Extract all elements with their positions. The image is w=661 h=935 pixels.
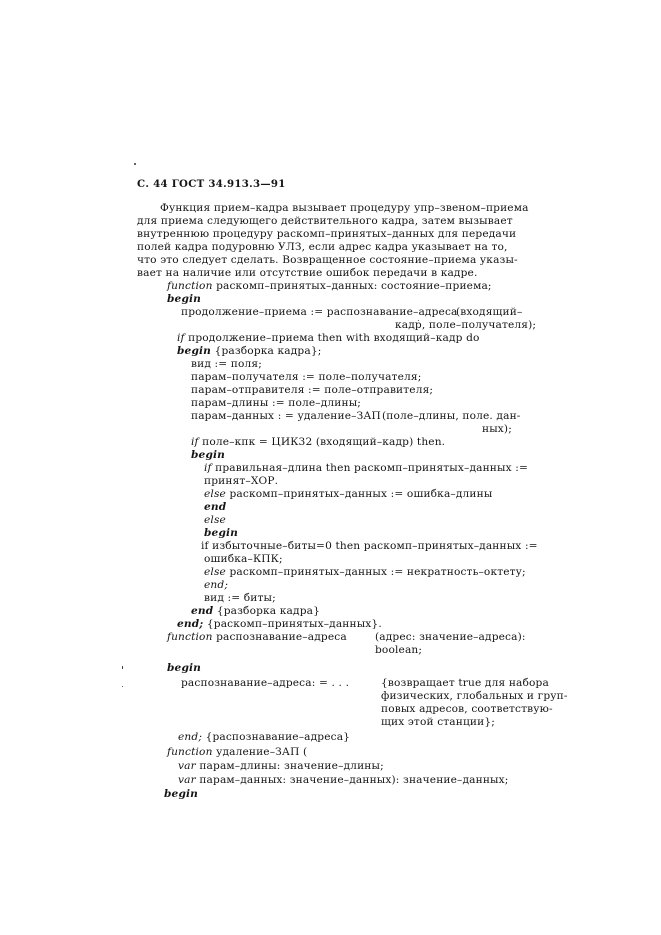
keyword: end;	[178, 731, 203, 743]
paragraph-line: для приема следующего действительного кадра, затем вызывает	[137, 215, 513, 227]
code-line	[191, 605, 320, 618]
code-line: вид := поля;	[191, 358, 262, 370]
code-line: вид := биты;	[204, 592, 276, 604]
code-line: (адрес: значение–адреса):	[375, 631, 526, 643]
code-line: (входящий–	[456, 306, 523, 318]
code-text: удаление–ЗАП (	[212, 746, 308, 758]
code-line: парам–получателя := поле–получателя;	[191, 371, 422, 383]
code-keyword-line: end;	[204, 579, 229, 591]
code-keyword-line: begin	[191, 449, 226, 461]
code-line	[204, 566, 526, 579]
keyword: end	[191, 605, 214, 617]
code-line: (поле–длины, поле. дан-	[382, 410, 521, 422]
keyword: else	[204, 488, 226, 500]
paragraph-line: полей кадра подуровню УЛЗ, если адрес кадра указывает на то,	[137, 241, 508, 253]
code-keyword-line: begin	[204, 527, 239, 539]
paragraph-line: внутреннюю процедуру раскомп–принятых–данных для передачи	[137, 228, 517, 240]
code-text: поле–кпк = ЦИК32 (входящий–кадр) then.	[198, 436, 446, 448]
code-line	[178, 774, 508, 787]
keyword: var	[178, 774, 196, 786]
code-text: парам–данных: значение–данных): значение–данных;	[195, 774, 509, 786]
code-keyword-line: end	[204, 501, 227, 513]
code-line: принят–ХОР.	[204, 475, 279, 487]
code-line: кадр, поле–получателя);	[395, 319, 537, 331]
keyword: else	[204, 566, 226, 578]
keyword: var	[178, 760, 196, 772]
code-line	[204, 462, 528, 475]
code-text: {разборка кадра}	[213, 605, 320, 617]
keyword: if	[204, 462, 212, 474]
code-line: {возвращает true для набора	[381, 677, 549, 689]
paragraph-line: что это следует сделать. Возвращенное состояние–приема указы-	[137, 254, 518, 266]
code-text: раскомп–принятых–данных: состояние–приема;	[212, 280, 492, 292]
keyword: begin	[177, 345, 212, 357]
code-line: распознавание–адреса: = . . .	[181, 677, 350, 689]
code-line: парам–длины := поле–длины;	[191, 397, 362, 409]
code-line	[177, 332, 480, 345]
code-line: продолжение–приема := распознавание–адреса	[181, 306, 458, 318]
code-text: парам–длины: значение–длины;	[195, 760, 384, 772]
keyword: end;	[177, 618, 204, 630]
code-line	[177, 345, 321, 358]
code-text: раскомп–принятых–данных := некратность–октету;	[225, 566, 526, 578]
code-line	[167, 746, 307, 759]
paragraph-line: Функция прием–кадра вызывает процедуру упр–звеном–приема	[160, 202, 529, 214]
page-header: С. 44 ГОСТ 34.913.3—91	[137, 178, 286, 190]
paragraph-line: вает на наличие или отсутствие ошибок передачи в кадре.	[137, 267, 478, 279]
keyword: function	[167, 746, 213, 758]
code-text: правильная–длина then раскомп–принятых–данных :=	[211, 462, 528, 474]
code-text: {раскомп–принятых–данных}.	[203, 618, 382, 630]
scan-speck	[122, 686, 123, 687]
code-keyword-line: begin	[164, 788, 199, 800]
code-line	[178, 760, 384, 773]
code-line: if избыточные–биты=0 then раскомп–принятых–данных :=	[201, 540, 538, 552]
code-line: boolean;	[375, 644, 423, 656]
keyword: function	[167, 280, 213, 292]
code-text: раскомп–принятых–данных := ошибка–длины	[225, 488, 493, 500]
code-keyword-line: else	[204, 514, 226, 526]
code-line: парам–отправителя := поле–отправителя;	[191, 384, 434, 396]
code-line: щих этой станции};	[381, 716, 495, 728]
code-text: распознавание–адреса	[212, 631, 347, 643]
code-line	[178, 731, 350, 744]
code-line: парам–данных : = удаление–ЗАП	[191, 410, 381, 422]
code-line	[177, 618, 382, 631]
code-line	[191, 436, 445, 449]
code-line	[167, 631, 347, 644]
scan-speck	[122, 666, 123, 669]
code-line: физических, глобальных и груп-	[381, 690, 568, 702]
code-line: ошибка–КПК;	[204, 553, 283, 565]
keyword: if	[177, 332, 185, 344]
keyword: function	[167, 631, 213, 643]
code-line: ных);	[482, 423, 512, 435]
scan-speck	[134, 163, 136, 165]
code-keyword-line: begin	[167, 293, 202, 305]
code-text: продолжение–приема then with входящий–кадр do	[184, 332, 480, 344]
code-line	[167, 280, 492, 293]
code-text: {разборка кадра};	[211, 345, 322, 357]
code-line: повых адресов, соответствую-	[381, 703, 553, 715]
code-text: {распознавание–адреса}	[202, 731, 351, 743]
code-line	[204, 488, 492, 501]
keyword: if	[191, 436, 199, 448]
code-keyword-line: begin	[167, 662, 202, 674]
